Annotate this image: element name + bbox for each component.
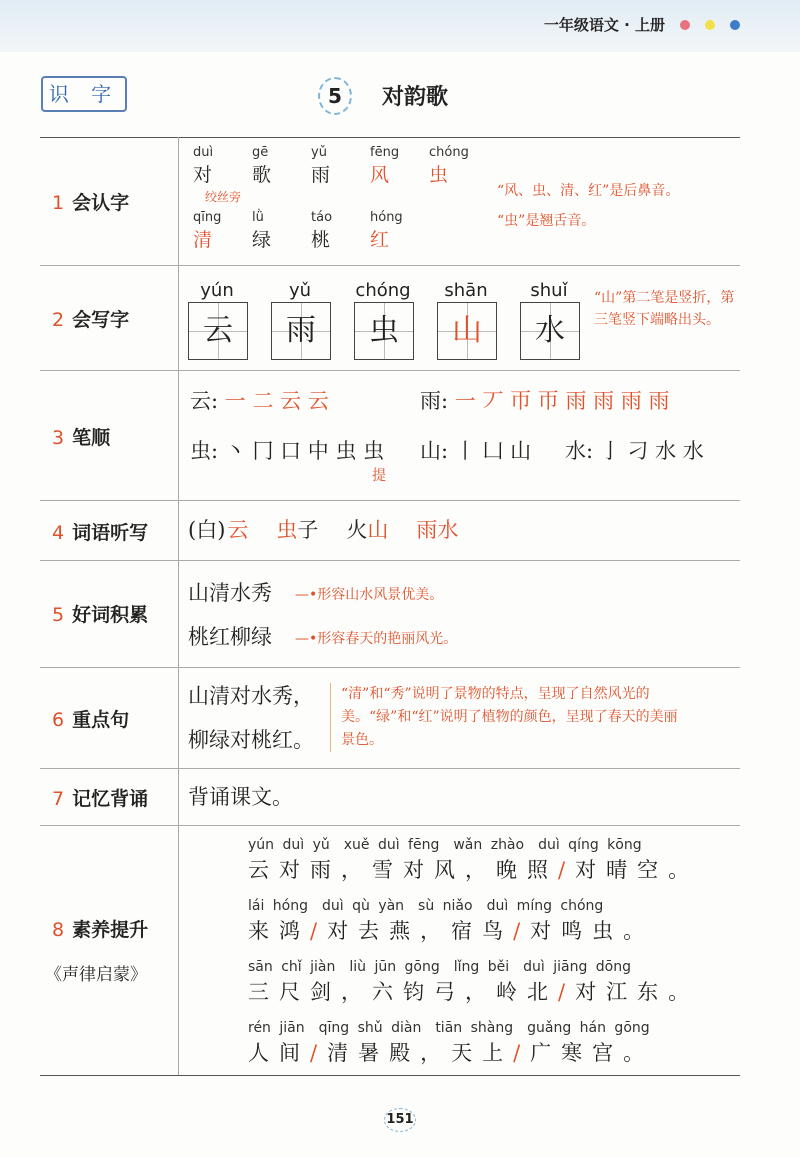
character: 桃 — [311, 229, 331, 251]
pinyin: lǜ — [252, 210, 264, 225]
lesson-title: 对韵歌 — [382, 85, 449, 110]
dictation-word: (白) — [188, 518, 226, 542]
pinyin: hóng — [370, 210, 403, 225]
divider — [40, 1075, 740, 1076]
pinyin: qīng — [193, 210, 222, 225]
divider — [40, 560, 740, 561]
header-band — [0, 0, 800, 52]
good-word: 桃红柳绿 — [188, 625, 272, 649]
stroke-order-shui: 水: 亅 刁 水 水 — [565, 439, 704, 463]
divider — [40, 370, 740, 371]
row-label — [52, 600, 148, 627]
poem-segment: / — [513, 919, 531, 943]
writing-grid — [437, 302, 497, 360]
pinyin: yún — [200, 280, 234, 301]
character: 雨 — [286, 313, 316, 348]
recognize-char — [193, 210, 243, 252]
dictation-word: 云 — [227, 518, 249, 542]
pinyin: yǔ — [288, 280, 312, 301]
poem-segment: / — [310, 919, 328, 943]
divider — [40, 768, 740, 769]
stroke-order-shan: 山: 丨 凵 山 — [420, 439, 532, 463]
word-note-text: 形容山水风景优美。 — [317, 587, 444, 603]
poem-line — [248, 834, 699, 884]
row-title: 会认字 — [72, 192, 130, 214]
word-note — [295, 584, 443, 604]
character: 云 — [203, 313, 233, 348]
section-tag: 识 字 — [41, 76, 127, 112]
poem-segment: / — [310, 1041, 328, 1065]
row-number: 6 — [52, 709, 65, 731]
row-number: 2 — [52, 309, 65, 331]
row-title: 素养提升 — [72, 919, 149, 941]
row-title: 词语听写 — [72, 522, 149, 544]
character: 山 — [452, 313, 482, 348]
recognize-char — [311, 210, 361, 252]
row-title: 好词积累 — [72, 604, 149, 626]
yellow-dot-icon — [705, 20, 715, 30]
poem-segment: 三尺剑，六钧弓，岭北 — [248, 980, 558, 1004]
page-number: 151 — [384, 1108, 416, 1132]
character: 风 — [370, 164, 390, 186]
stroke-order-yun: 云: 一 二 云 云 — [190, 389, 329, 413]
key-sentence-2: 柳绿对桃红。 — [188, 728, 314, 752]
stroke-order-chong: 虫: 丶 冂 口 中 虫 虫 — [190, 439, 385, 463]
recognize-char — [252, 210, 302, 252]
pinyin: táo — [311, 210, 333, 225]
row-number: 5 — [52, 604, 65, 626]
poem-line — [248, 895, 654, 945]
poem-line — [248, 956, 699, 1006]
recognize-char — [252, 145, 302, 187]
row-label — [52, 188, 129, 215]
divider — [40, 137, 740, 138]
character: 水 — [535, 313, 565, 348]
poem-segment: 对晴空。 — [575, 858, 700, 882]
poem-segment: 对去燕，宿鸟 — [327, 919, 514, 943]
pinyin: duì — [193, 145, 214, 160]
row-label — [52, 518, 148, 545]
key-sentence-1: 山清对水秀， — [188, 684, 314, 708]
poem-segment: 清暑殿，天上 — [327, 1041, 514, 1065]
recite-text: 背诵课文。 — [188, 785, 293, 809]
writing-note: “山”第二笔是竖折，第三笔竖下端略出头。 — [594, 290, 735, 328]
pronunciation-note: “风、虫、清、红”是后鼻音。 — [497, 183, 680, 199]
pinyin: shān — [444, 280, 488, 301]
writing-grid — [271, 302, 331, 360]
character: 虫 — [429, 164, 449, 186]
poem-segment: / — [558, 858, 576, 882]
poem-segment: 对鸣虫。 — [530, 919, 655, 943]
row-number: 1 — [52, 192, 65, 214]
row-number: 4 — [52, 522, 65, 544]
word-note — [295, 628, 457, 648]
radical-note: 绞丝旁 — [205, 190, 242, 204]
divider — [40, 265, 740, 266]
stroke-note: 提 — [372, 468, 386, 484]
recognize-char — [370, 210, 420, 252]
poem-segment: 对江东。 — [575, 980, 700, 1004]
poem-segment: 人间 — [248, 1041, 310, 1065]
poem-pinyin: sān chǐ jiàn liù jūn gōng lǐng běi duì jiāng dōng — [248, 959, 631, 975]
column-divider — [178, 137, 179, 1075]
divider — [40, 825, 740, 826]
poem-segment: / — [513, 1041, 531, 1065]
recognize-char — [429, 145, 479, 187]
poem-segment: / — [558, 980, 576, 1004]
good-word: 山清水秀 — [188, 581, 272, 605]
poem-pinyin: lái hóng duì qù yàn sù niǎo duì míng chóng — [248, 898, 604, 914]
row-subtitle: 《声律启蒙》 — [45, 965, 147, 985]
lesson-number: 5 — [318, 77, 352, 115]
arrow-icon: —• — [295, 587, 318, 603]
poem-text — [248, 1037, 654, 1067]
poem-segment: 广寒宫。 — [530, 1041, 655, 1065]
row-title: 笔顺 — [72, 427, 111, 449]
poem-segment: 云对雨，雪对风，晚照 — [248, 858, 558, 882]
row-label — [52, 305, 129, 332]
character: 雨 — [311, 164, 331, 186]
dictation-word: 火 — [346, 518, 368, 542]
row-label — [52, 705, 129, 732]
row-title: 记忆背诵 — [72, 788, 149, 810]
row-title: 重点句 — [72, 709, 130, 731]
row-label — [52, 784, 148, 811]
poem-text — [248, 854, 699, 884]
character: 对 — [193, 164, 213, 186]
recognize-char — [193, 145, 243, 187]
poem-line — [248, 1017, 654, 1067]
writing-grid — [520, 302, 580, 360]
pinyin: yǔ — [311, 145, 327, 160]
dictation-word: 雨水 — [416, 518, 459, 542]
row-label — [52, 423, 110, 450]
recognize-char — [311, 145, 361, 187]
book-title: 一年级语文 · 上册 — [543, 16, 665, 34]
pink-dot-icon — [680, 20, 690, 30]
poem-text — [248, 976, 699, 1006]
arrow-icon: —• — [295, 631, 318, 647]
row-number: 8 — [52, 919, 65, 941]
dictation-word: 虫 — [276, 518, 298, 542]
pinyin: fēng — [370, 145, 400, 160]
writing-grid — [188, 302, 248, 360]
character: 红 — [370, 229, 390, 251]
pronunciation-note: “虫”是翘舌音。 — [497, 213, 596, 229]
divider — [40, 667, 740, 668]
poem-pinyin: rén jiān qīng shǔ diàn tiān shàng guǎng hán gōng — [248, 1020, 650, 1036]
pinyin: chóng — [429, 145, 469, 160]
poem-pinyin: yún duì yǔ xuě duì fēng wǎn zhào duì qíng kōng — [248, 837, 642, 853]
character: 歌 — [252, 164, 272, 186]
character: 虫 — [369, 313, 399, 348]
pinyin: shuǐ — [530, 280, 568, 301]
poem-segment: 来鸿 — [248, 919, 310, 943]
row-number: 7 — [52, 788, 65, 810]
row-label — [52, 915, 148, 942]
pinyin: gē — [252, 145, 269, 160]
word-note-text: 形容春天的艳丽风光。 — [317, 631, 458, 647]
character: 清 — [193, 229, 213, 251]
blue-dot-icon — [730, 20, 740, 30]
writing-grid — [354, 302, 414, 360]
poem-text — [248, 915, 654, 945]
character: 绿 — [252, 229, 272, 251]
stroke-order-yu: 雨: 一 丆 帀 帀 雨 雨 雨 雨 — [420, 389, 670, 413]
row-number: 3 — [52, 427, 65, 449]
row-title: 会写字 — [72, 309, 130, 331]
pinyin: chóng — [355, 280, 411, 301]
divider — [40, 500, 740, 501]
dictation-word: 山 — [367, 518, 389, 542]
dictation-word: 子 — [297, 518, 319, 542]
recognize-char — [370, 145, 420, 187]
sentence-note: “清”和“秀”说明了景物的特点，呈现了自然风光的美。“绿”和“红”说明了植物的颜色，呈现了春天的美丽景色。 — [330, 683, 681, 752]
